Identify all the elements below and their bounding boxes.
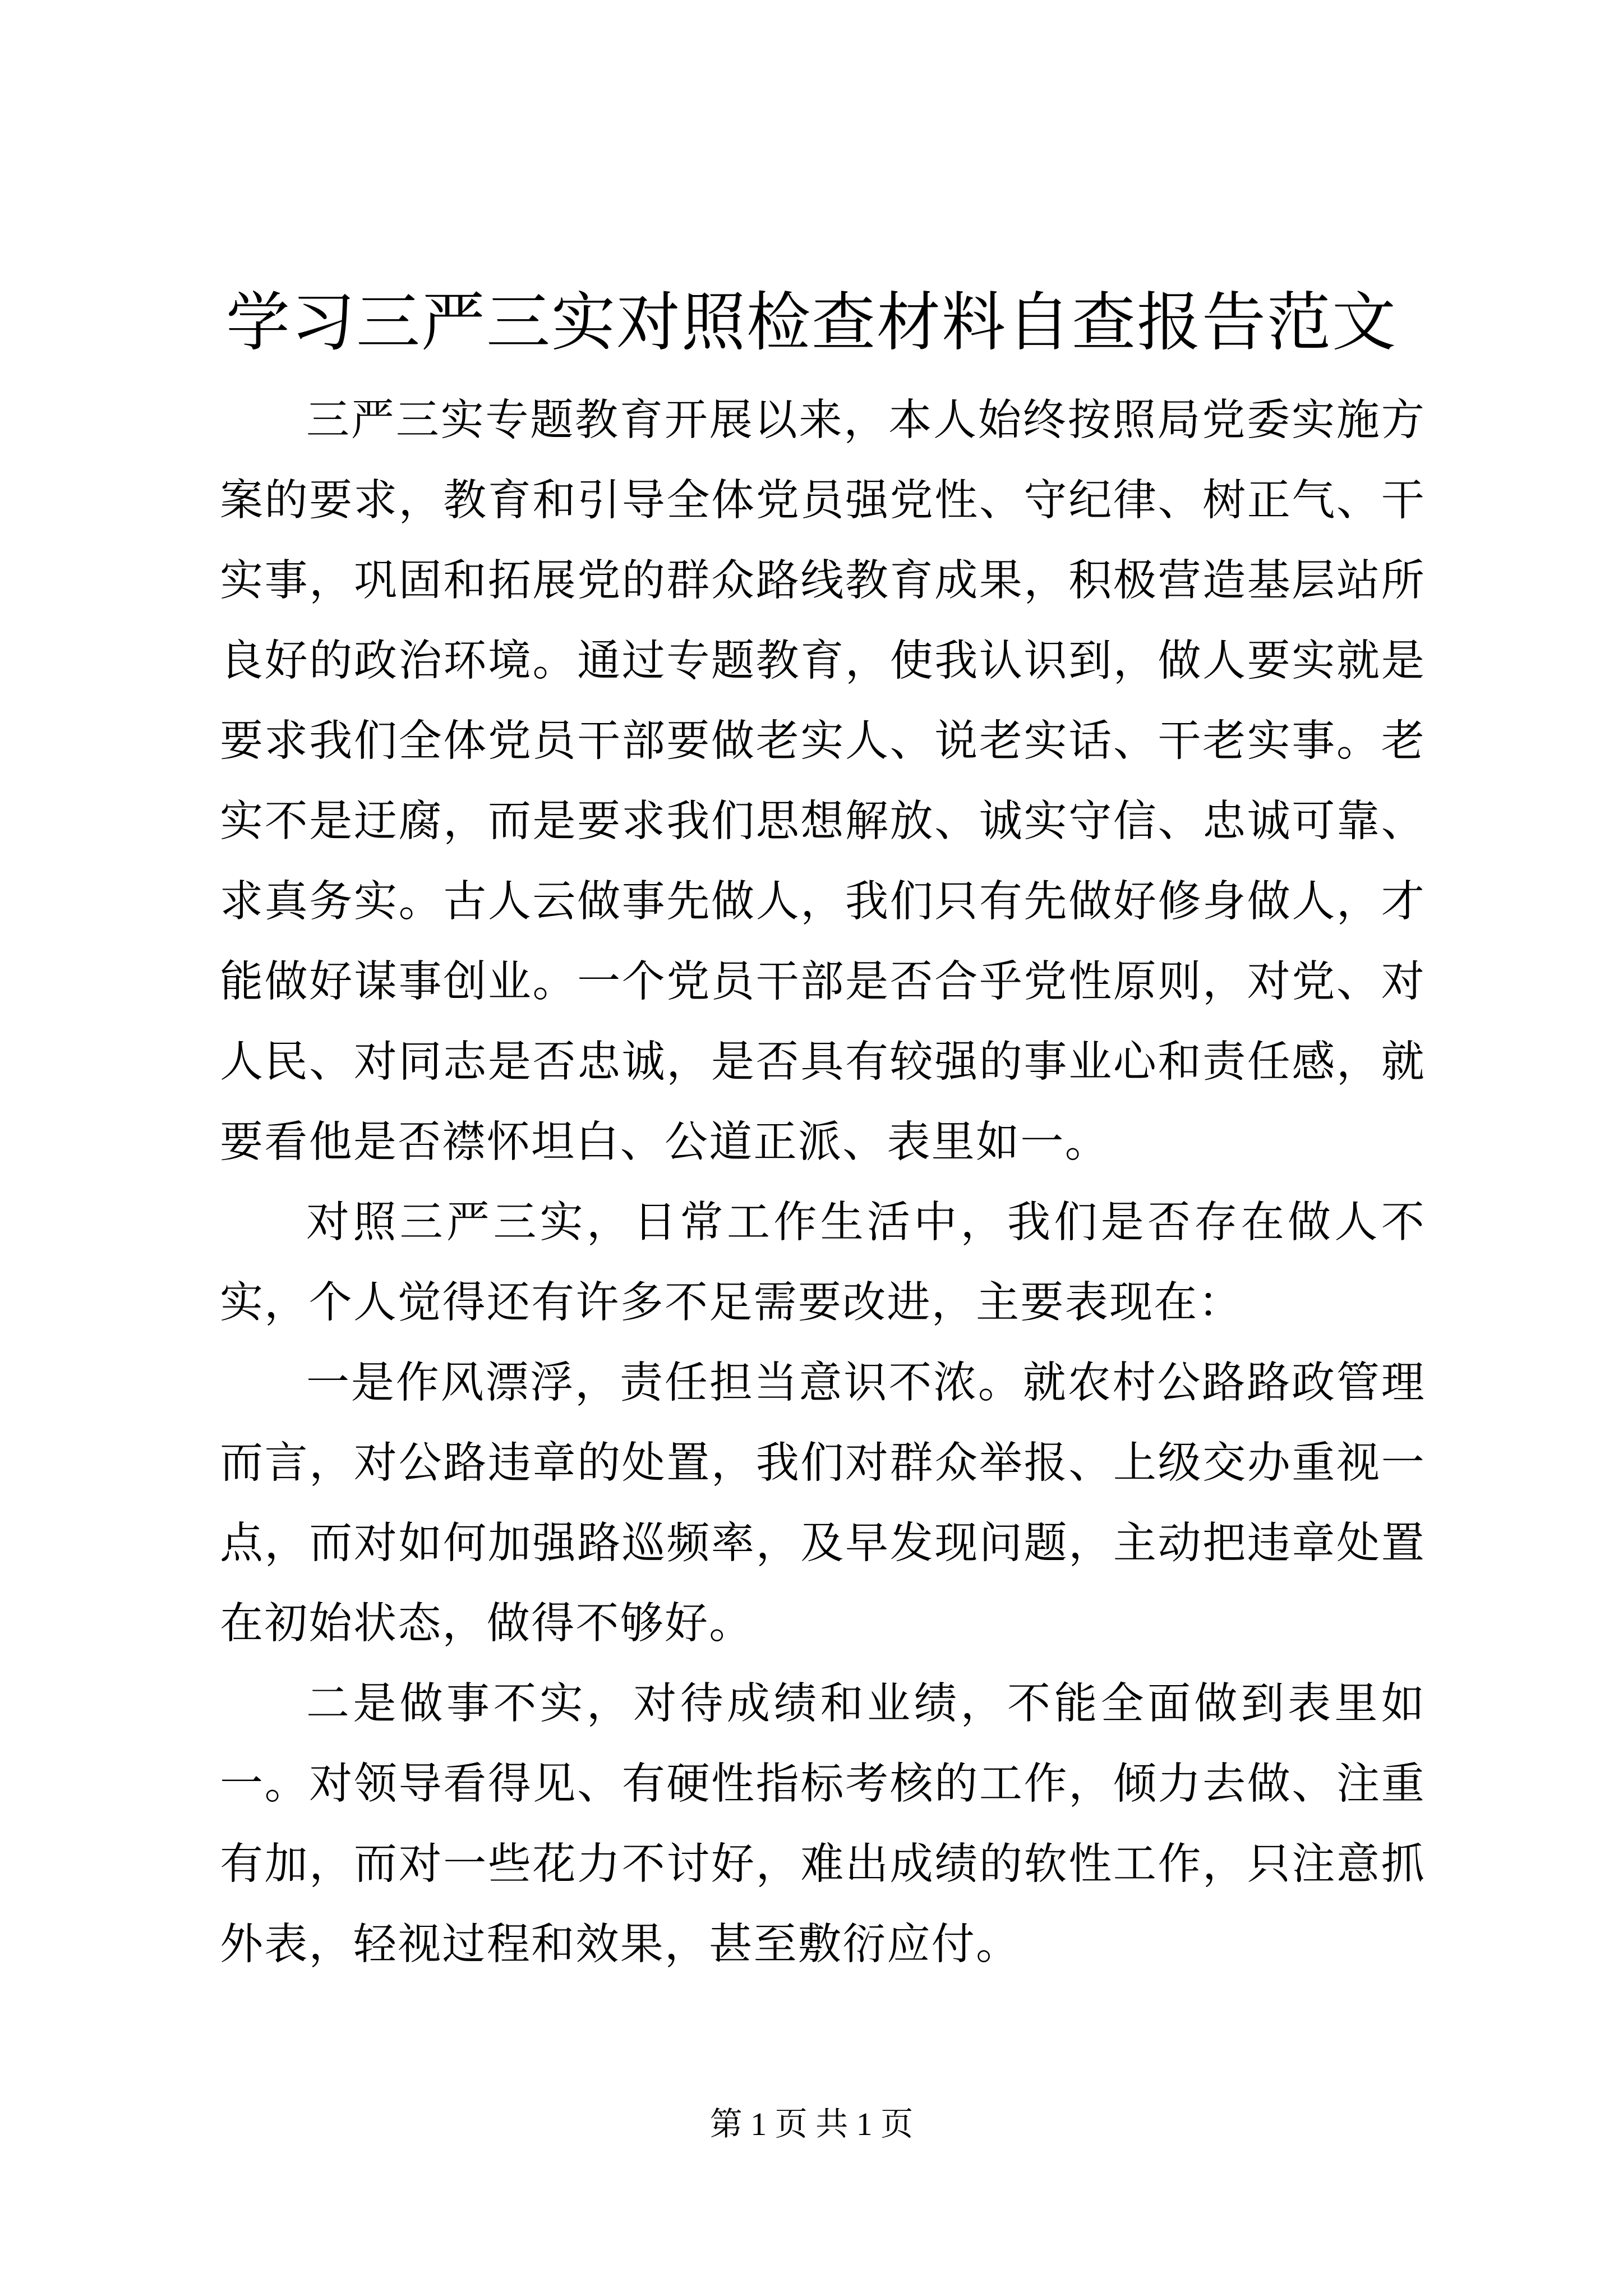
paragraph-4: 二是做事不实，对待成绩和业绩，不能全面做到表里如一。对领导看得见、有硬性指标考核的工作，倾力去做、注重有加，而对一些花力不讨好，难出成绩的软性工作，只注意抓外表，轻视过程和效果，甚至敷衍应付。 [220,1679,1426,1970]
paragraph-3: 一是作风漂浮，责任担当意识不浓。就农村公路路政管理而言，对公路违章的处置，我们对群众举报、上级交办重视一点，而对如何加强路巡频率，及早发现问题，主动把违章处置在初始状态，做得不够好。 [220,1358,1426,1649]
page-number-footer: 第 1 页 共 1 页 [709,2106,914,2142]
document-body [220,380,1426,1985]
document-title: 学习三严三实对照检查材料自查报告范文 [225,285,1397,360]
paragraph-1: 三严三实专题教育开展以来，本人始终按照局党委实施方案的要求，教育和引导全体党员强党性、守纪律、树正气、干实事，巩固和拓展党的群众路线教育成果，积极营造基层站所良好的政治环境。通过专题教育，使我认识到，做人要实就是要求我们全体党员干部要做老实人、说老实话、干老实事。老实不是迂腐，而是要求我们思想解放、诚实守信、忠诚可靠、求真务实。古人云做事先做人，我们只有先做好修身做人，才能做好谋事创业。一个党员干部是否合乎党性原则，对党、对人民、对同志是否忠诚，是否具有较强的事业心和责任感，就要看他是否襟怀坦白、公道正派、表里如一。 [220,395,1426,1167]
paragraph-2: 对照三严三实，日常工作生活中，我们是否存在做人不实，个人觉得还有许多不足需要改进，主要表现在： [220,1198,1426,1328]
